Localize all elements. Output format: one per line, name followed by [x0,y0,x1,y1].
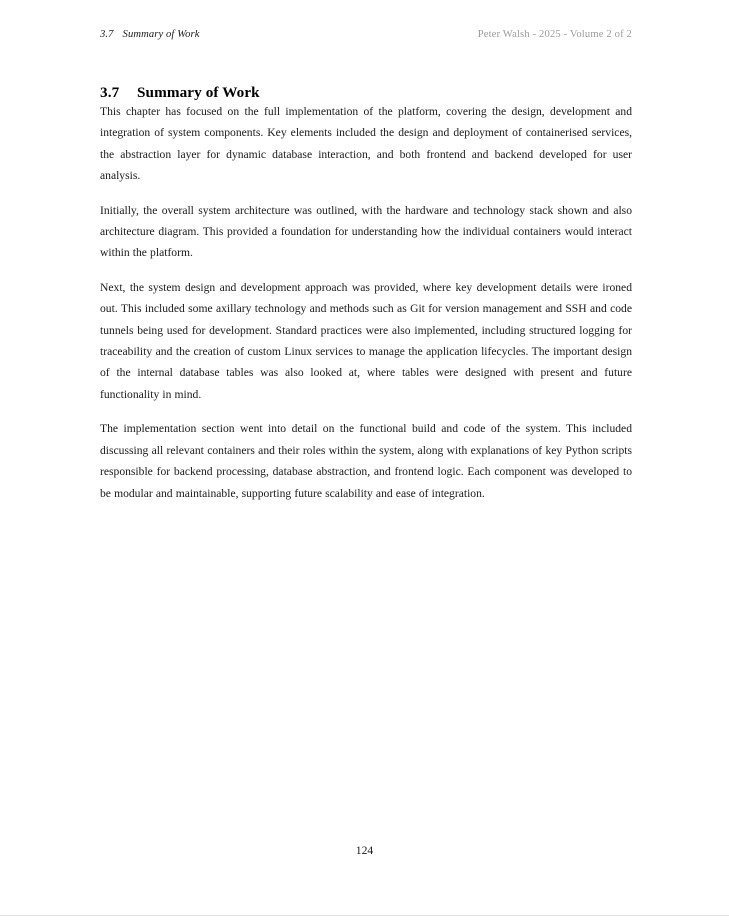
running-header [100,27,632,43]
section-heading-number: 3.7 [100,83,120,101]
page-number: 124 [355,844,374,857]
body-text-block [100,101,632,504]
body-paragraph: The implementation section went into detail on the functional build and code of the system. This included discussing all relevant containers and their roles within the system, along with explanations of key Python scripts responsible for backend processing, database abstraction, and frontend logic. Each component was developed to be modular and maintainable, supporting future scalability and ease of integration. [100,422,632,500]
body-paragraph: This chapter has focused on the full implementation of the platform, covering the design, development and integration of system components. Key elements included the design and deployment of containerised services, the abstraction layer for dynamic database interaction, and both frontend and backend developed for user analysis. [100,105,632,183]
section-heading-title: Summary of Work [137,83,260,101]
running-header-left [100,27,200,43]
body-paragraph: Initially, the overall system architecture was outlined, with the hardware and technology stack shown and also architecture diagram. This provided a foundation for understanding how the individual containers would interact within the platform. [100,203,632,260]
running-header-section-number: 3.7 [100,29,114,40]
body-paragraph: Next, the system design and development approach was provided, where key development details were ironed out. This included some axillary technology and methods such as Git for version management and SSH and code tunnels being used for development. Standard practices were also implemented, including structured logging for traceability and the creation of custom Linux services to manage the application lifecycles. The important design of the internal database tables was also looked at, where tables were designed with present and future functionality in mind. [100,280,632,401]
running-header-right: Peter Walsh - 2025 - Volume 2 of 2 [477,29,632,40]
running-header-section-title: Summary of Work [122,29,200,40]
section-heading [100,83,632,103]
page-edge-divider [0,915,729,916]
